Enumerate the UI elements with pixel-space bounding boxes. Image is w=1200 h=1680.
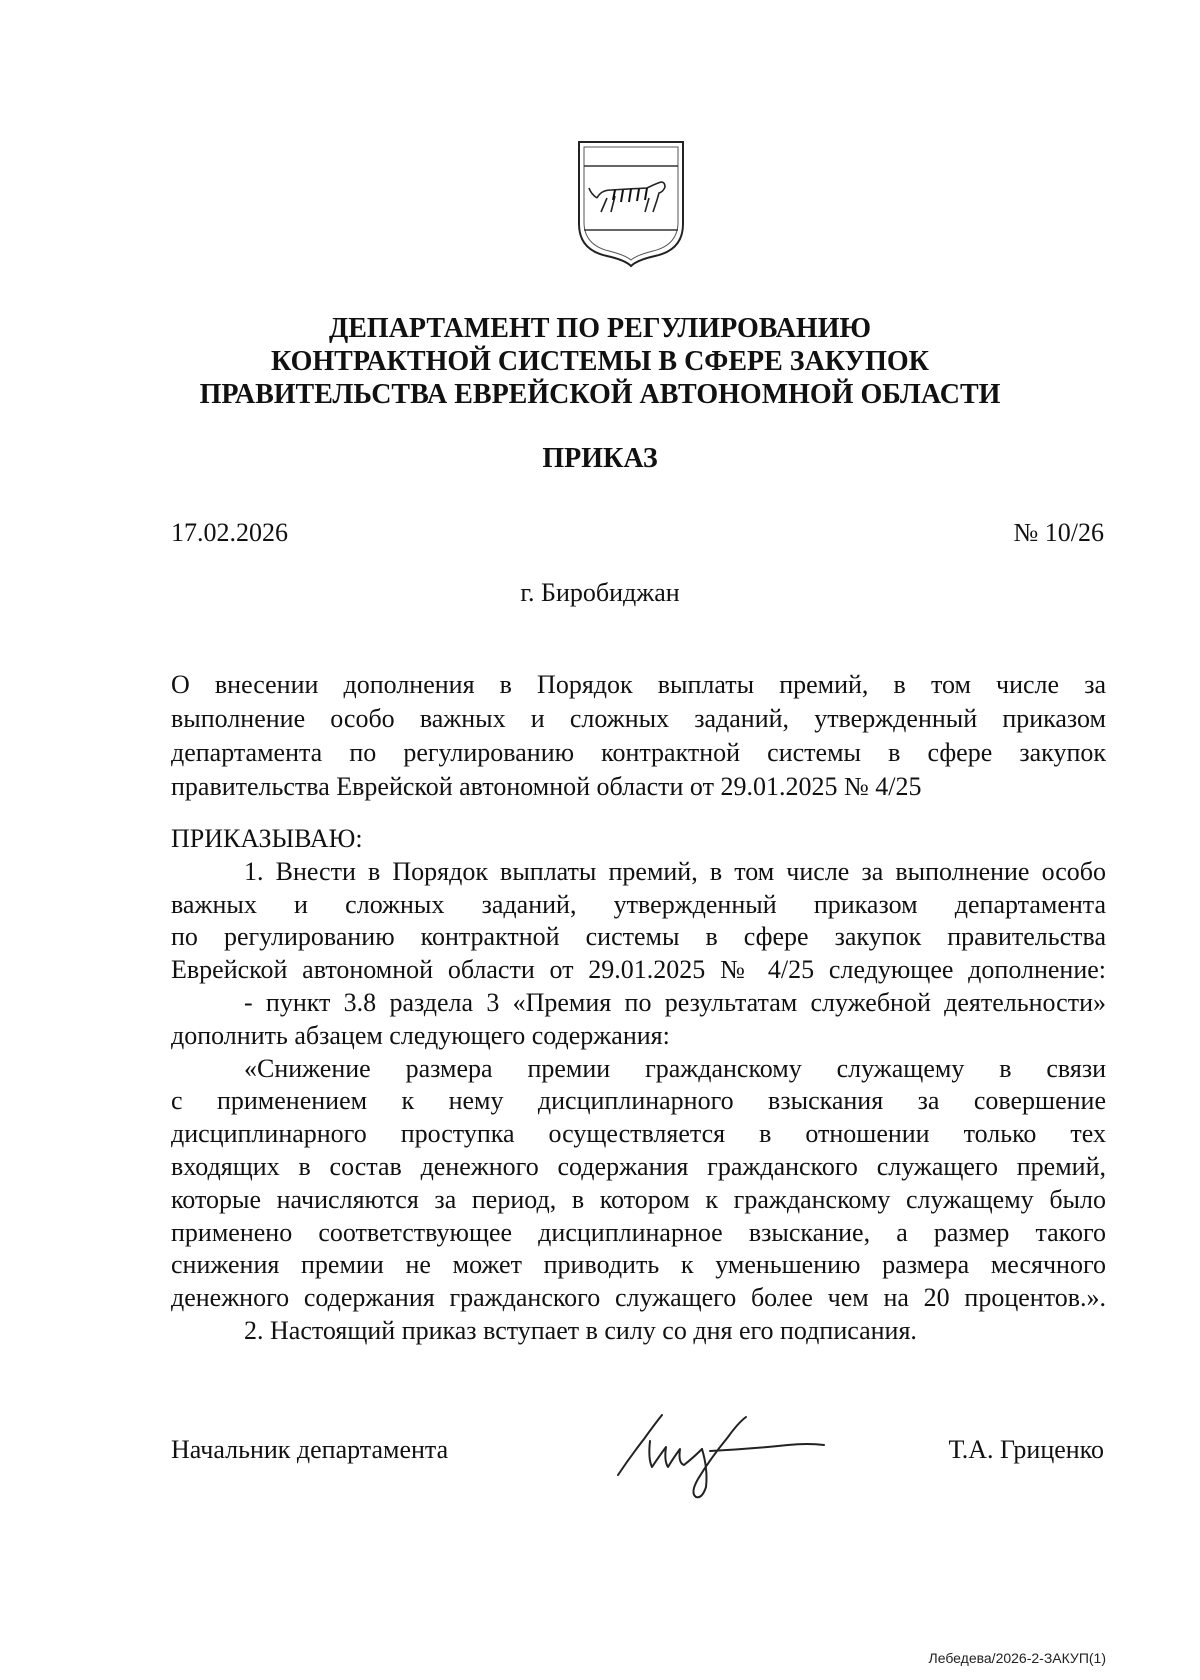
document-subject [171,668,1106,804]
organization-header [150,312,1050,411]
body-line: «Снижение размера премии гражданскому служащему в связи [244,1053,1106,1083]
signer-position: Начальник департамента [171,1435,449,1464]
body-line: дисциплинарного проступка осуществляется в отношении только тех [171,1119,1106,1149]
body-line: - пункт 3.8 раздела 3 «Премия по результатам служебной деятельности» [244,987,1106,1017]
body-line: денежного содержания гражданского служащего более чем на 20 процентов.». [171,1283,1106,1313]
organization-line-1: ДЕПАРТАМЕНТ ПО РЕГУЛИРОВАНИЮ [328,313,872,344]
body-line: входящих в состав денежного содержания гражданского служащего премий, [171,1151,1106,1181]
body-line: которые начисляются за период, в котором к гражданскому служащему было [171,1184,1106,1214]
body-line: 2. Настоящий приказ вступает в силу со дня его подписания. [244,1315,917,1345]
body-line: с применением к нему дисциплинарного взыскания за совершение [171,1086,1106,1116]
subject-line: О внесении дополнения в Порядок выплаты премий, в том числе за [171,670,1106,699]
handwritten-signature [610,1395,850,1505]
command-word: ПРИКАЗЫВАЮ: [171,824,363,853]
tiger-coat-of-arms-icon [575,138,687,268]
organization-line-2: КОНТРАКТНОЙ СИСТЕМЫ В СФЕРЕ ЗАКУПОК [271,346,929,377]
subject-line: выполнение особо важных и сложных заданий, утвержденный приказом [171,704,1106,733]
body-line: важных и сложных заданий, утвержденный приказом департамента [171,889,1106,919]
subject-line: департамента по регулированию контрактной системы в сфере закупок [171,738,1106,767]
subject-line: правительства Еврейской автономной области от 29.01.2025 № 4/25 [171,772,922,801]
document-city: г. Биробиджан [520,578,680,607]
body-line: снижения премии не может приводить к уменьшению размера месячного [171,1250,1106,1280]
organization-line-3: ПРАВИТЕЛЬСТВА ЕВРЕЙСКОЙ АВТОНОМНОЙ ОБЛАСТИ [199,379,1001,410]
document-type: ПРИКАЗ [542,443,658,474]
document-date: 17.02.2026 [171,518,288,547]
footer-registration-code: Лебедева/2026-2-ЗАКУП(1) [928,1650,1106,1666]
body-line: дополнить абзацем следующего содержания: [171,1020,670,1050]
signer-name: Т.А. Гриценко [948,1435,1104,1464]
body-line: Еврейской автономной области от 29.01.2025 № 4/25 следующее дополнение: [171,955,1106,985]
body-line: по регулированию контрактной системы в сфере закупок правительства [171,922,1106,952]
body-line: применено соответствующее дисциплинарное взыскание, а размер такого [171,1217,1106,1247]
document-body [171,823,1106,1348]
body-line: 1. Внести в Порядок выплаты премий, в том числе за выполнение особо [244,856,1106,886]
document-number: № 10/26 [1013,518,1104,547]
